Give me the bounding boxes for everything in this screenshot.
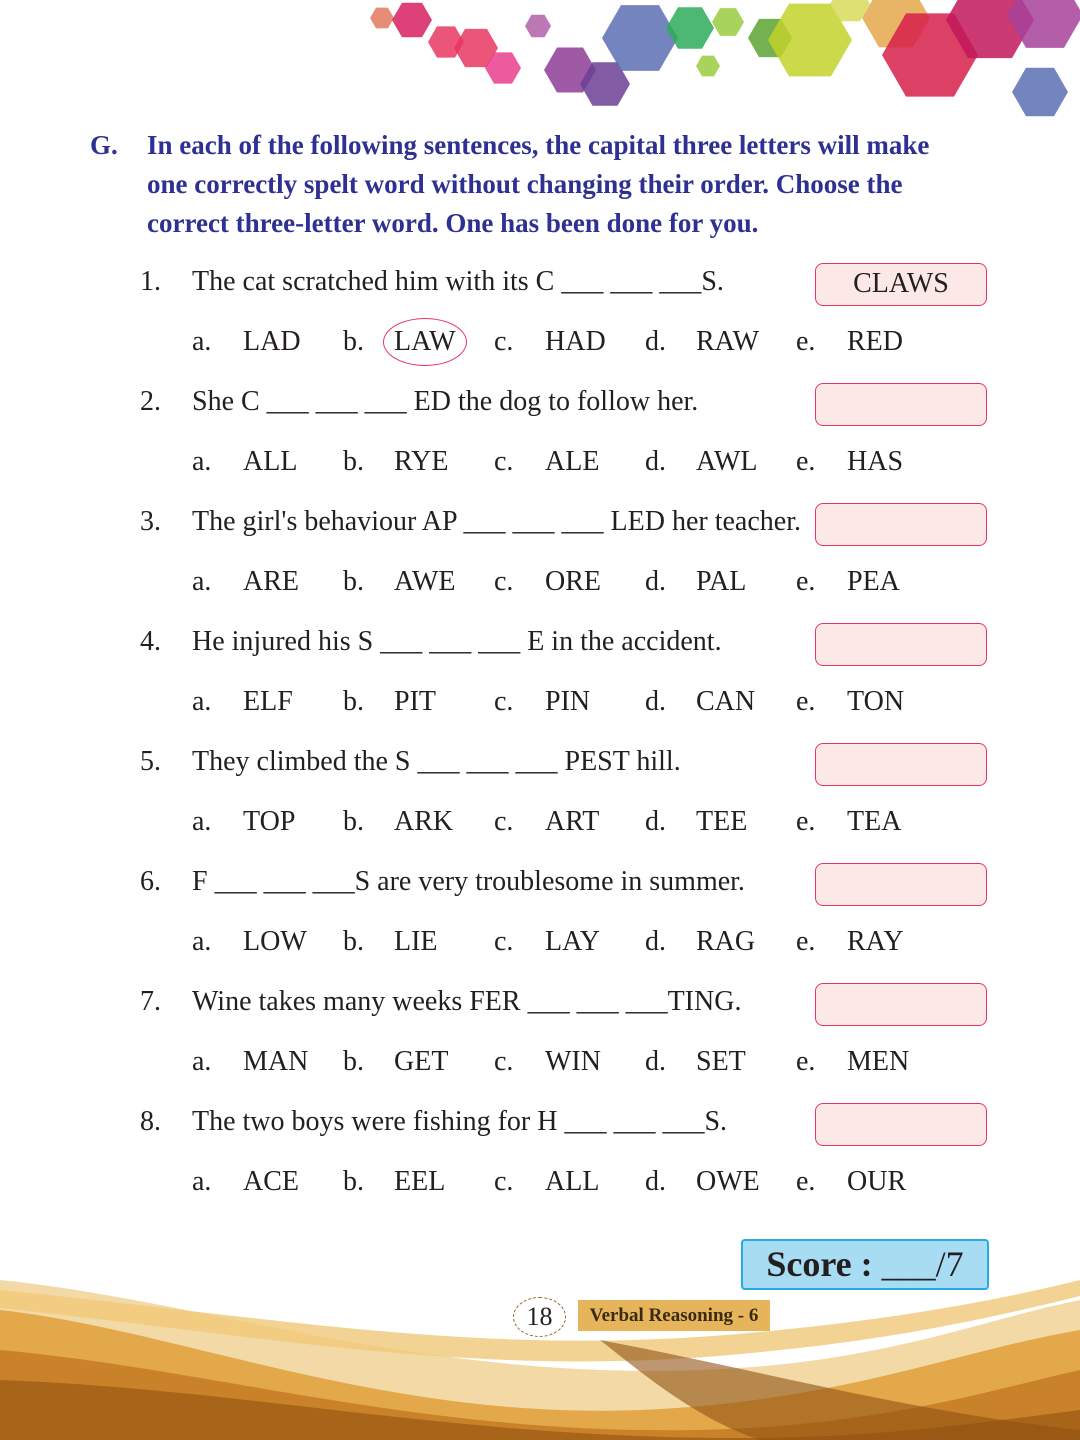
option-word[interactable]: ALL — [545, 1166, 600, 1197]
option-letter: d. — [645, 1046, 666, 1077]
option-letter: b. — [343, 806, 364, 837]
option-letter: c. — [494, 926, 514, 957]
option-letter: c. — [494, 326, 514, 357]
option-word[interactable]: ORE — [545, 566, 601, 597]
option-word[interactable]: PEA — [847, 566, 900, 597]
option-word[interactable]: HAS — [847, 446, 904, 477]
option-letter: b. — [343, 1046, 364, 1077]
answer-box-8[interactable] — [815, 1103, 987, 1146]
options-row-4 — [0, 684, 1080, 720]
exercise-letter: G. — [90, 130, 118, 160]
option-word[interactable]: TEE — [696, 806, 748, 837]
option-word[interactable]: AWL — [696, 446, 758, 477]
option-word[interactable]: TEA — [847, 806, 902, 837]
exercise-instruction — [90, 126, 990, 243]
option-word[interactable]: LOW — [243, 926, 307, 957]
option-letter: e. — [796, 446, 816, 477]
question-sentence: Wine takes many weeks FER ___ ___ ___TING. — [192, 986, 742, 1017]
option-word[interactable]: OWE — [696, 1166, 760, 1197]
option-word[interactable]: ALL — [243, 446, 298, 477]
option-letter: a. — [192, 446, 212, 477]
option-letter: e. — [796, 1046, 816, 1077]
answer-box-4[interactable] — [815, 623, 987, 666]
question-sentence: The cat scratched him with its C ___ ___ ___S. — [192, 266, 724, 297]
option-letter: a. — [192, 326, 212, 357]
answer-box-1[interactable]: CLAWS — [815, 263, 987, 306]
option-word[interactable]: TON — [847, 686, 905, 717]
options-row-6 — [0, 924, 1080, 960]
score-label: Score : — [766, 1244, 873, 1284]
circled-answer-mark — [383, 318, 467, 366]
option-word[interactable]: LIE — [394, 926, 438, 957]
options-row-8 — [0, 1164, 1080, 1200]
option-letter: b. — [343, 446, 364, 477]
option-word[interactable]: PAL — [696, 566, 747, 597]
page-number: 18 — [513, 1297, 566, 1337]
option-letter: b. — [343, 1166, 364, 1197]
option-letter: e. — [796, 1166, 816, 1197]
option-word[interactable]: RED — [847, 326, 903, 357]
question-sentence: She C ___ ___ ___ ED the dog to follow her. — [192, 386, 699, 417]
question-sentence: He injured his S ___ ___ ___ E in the accident. — [192, 626, 722, 657]
option-letter: e. — [796, 326, 816, 357]
book-title-tag: Verbal Reasoning - 6 — [578, 1300, 770, 1331]
option-word[interactable]: GET — [394, 1046, 449, 1077]
instruction-line-2: one correctly spelt word without changing their order. Choose the — [147, 169, 903, 199]
option-letter: c. — [494, 1166, 514, 1197]
hexagon-decoration — [0, 0, 1080, 125]
question-number: 2. — [140, 386, 161, 417]
option-letter: b. — [343, 326, 364, 357]
question-number: 3. — [140, 506, 161, 537]
option-word[interactable]: PIT — [394, 686, 436, 717]
option-letter: b. — [343, 926, 364, 957]
answer-box-6[interactable] — [815, 863, 987, 906]
question-number: 8. — [140, 1106, 161, 1137]
option-letter: a. — [192, 926, 212, 957]
option-letter: a. — [192, 566, 212, 597]
question-sentence: The girl's behaviour AP ___ ___ ___ LED her teacher. — [192, 506, 801, 537]
option-word[interactable]: PIN — [545, 686, 591, 717]
option-letter: d. — [645, 446, 666, 477]
option-word[interactable]: LAW — [394, 326, 456, 357]
option-word[interactable]: SET — [696, 1046, 746, 1077]
option-word[interactable]: ALE — [545, 446, 600, 477]
option-word[interactable]: ARE — [243, 566, 299, 597]
options-row-7 — [0, 1044, 1080, 1080]
question-number: 4. — [140, 626, 161, 657]
option-letter: d. — [645, 566, 666, 597]
option-letter: a. — [192, 1046, 212, 1077]
option-word[interactable]: RAG — [696, 926, 756, 957]
instruction-line-3: correct three-letter word. One has been done for you. — [147, 208, 759, 238]
option-letter: c. — [494, 1046, 514, 1077]
option-letter: d. — [645, 326, 666, 357]
option-word[interactable]: AWE — [394, 566, 456, 597]
option-word[interactable]: HAD — [545, 326, 606, 357]
option-letter: c. — [494, 446, 514, 477]
instruction-line-1: In each of the following sentences, the capital three letters will make — [147, 130, 930, 160]
option-word[interactable]: MAN — [243, 1046, 309, 1077]
options-row-3 — [0, 564, 1080, 600]
question-sentence: F ___ ___ ___S are very troublesome in summer. — [192, 866, 745, 897]
question-number: 6. — [140, 866, 161, 897]
option-word[interactable]: RYE — [394, 446, 449, 477]
option-word[interactable]: RAY — [847, 926, 904, 957]
option-letter: a. — [192, 1166, 212, 1197]
options-row-2 — [0, 444, 1080, 480]
option-letter: e. — [796, 926, 816, 957]
option-word[interactable]: TOP — [243, 806, 296, 837]
options-row-5 — [0, 804, 1080, 840]
options-row-1 — [0, 324, 1080, 360]
option-letter: c. — [494, 806, 514, 837]
option-letter: e. — [796, 686, 816, 717]
option-word[interactable]: ART — [545, 806, 600, 837]
option-letter: c. — [494, 686, 514, 717]
option-word[interactable]: ELF — [243, 686, 293, 717]
option-word[interactable]: CAN — [696, 686, 756, 717]
question-number: 7. — [140, 986, 161, 1017]
option-word[interactable]: LAD — [243, 326, 301, 357]
option-word[interactable]: RAW — [696, 326, 760, 357]
option-letter: e. — [796, 806, 816, 837]
wave-decoration — [0, 1260, 1080, 1440]
option-letter: d. — [645, 806, 666, 837]
option-word[interactable]: EEL — [394, 1166, 446, 1197]
option-letter: b. — [343, 566, 364, 597]
option-letter: d. — [645, 926, 666, 957]
question-number: 1. — [140, 266, 161, 297]
option-word[interactable]: WIN — [545, 1046, 601, 1077]
answer-box-5[interactable] — [815, 743, 987, 786]
option-letter: b. — [343, 686, 364, 717]
question-sentence: They climbed the S ___ ___ ___ PEST hill. — [192, 746, 681, 777]
option-word[interactable]: MEN — [847, 1046, 910, 1077]
option-letter: c. — [494, 566, 514, 597]
score-value: ___/7 — [881, 1244, 964, 1284]
option-word[interactable]: OUR — [847, 1166, 907, 1197]
answer-box-3[interactable] — [815, 503, 987, 546]
option-letter: a. — [192, 806, 212, 837]
option-word[interactable]: ARK — [394, 806, 454, 837]
option-word[interactable]: LAY — [545, 926, 600, 957]
option-letter: e. — [796, 566, 816, 597]
answer-box-2[interactable] — [815, 383, 987, 426]
option-letter: d. — [645, 686, 666, 717]
answer-box-7[interactable] — [815, 983, 987, 1026]
question-number: 5. — [140, 746, 161, 777]
question-sentence: The two boys were fishing for H ___ ___ ___S. — [192, 1106, 728, 1137]
option-word[interactable]: ACE — [243, 1166, 299, 1197]
option-letter: a. — [192, 686, 212, 717]
option-letter: d. — [645, 1166, 666, 1197]
